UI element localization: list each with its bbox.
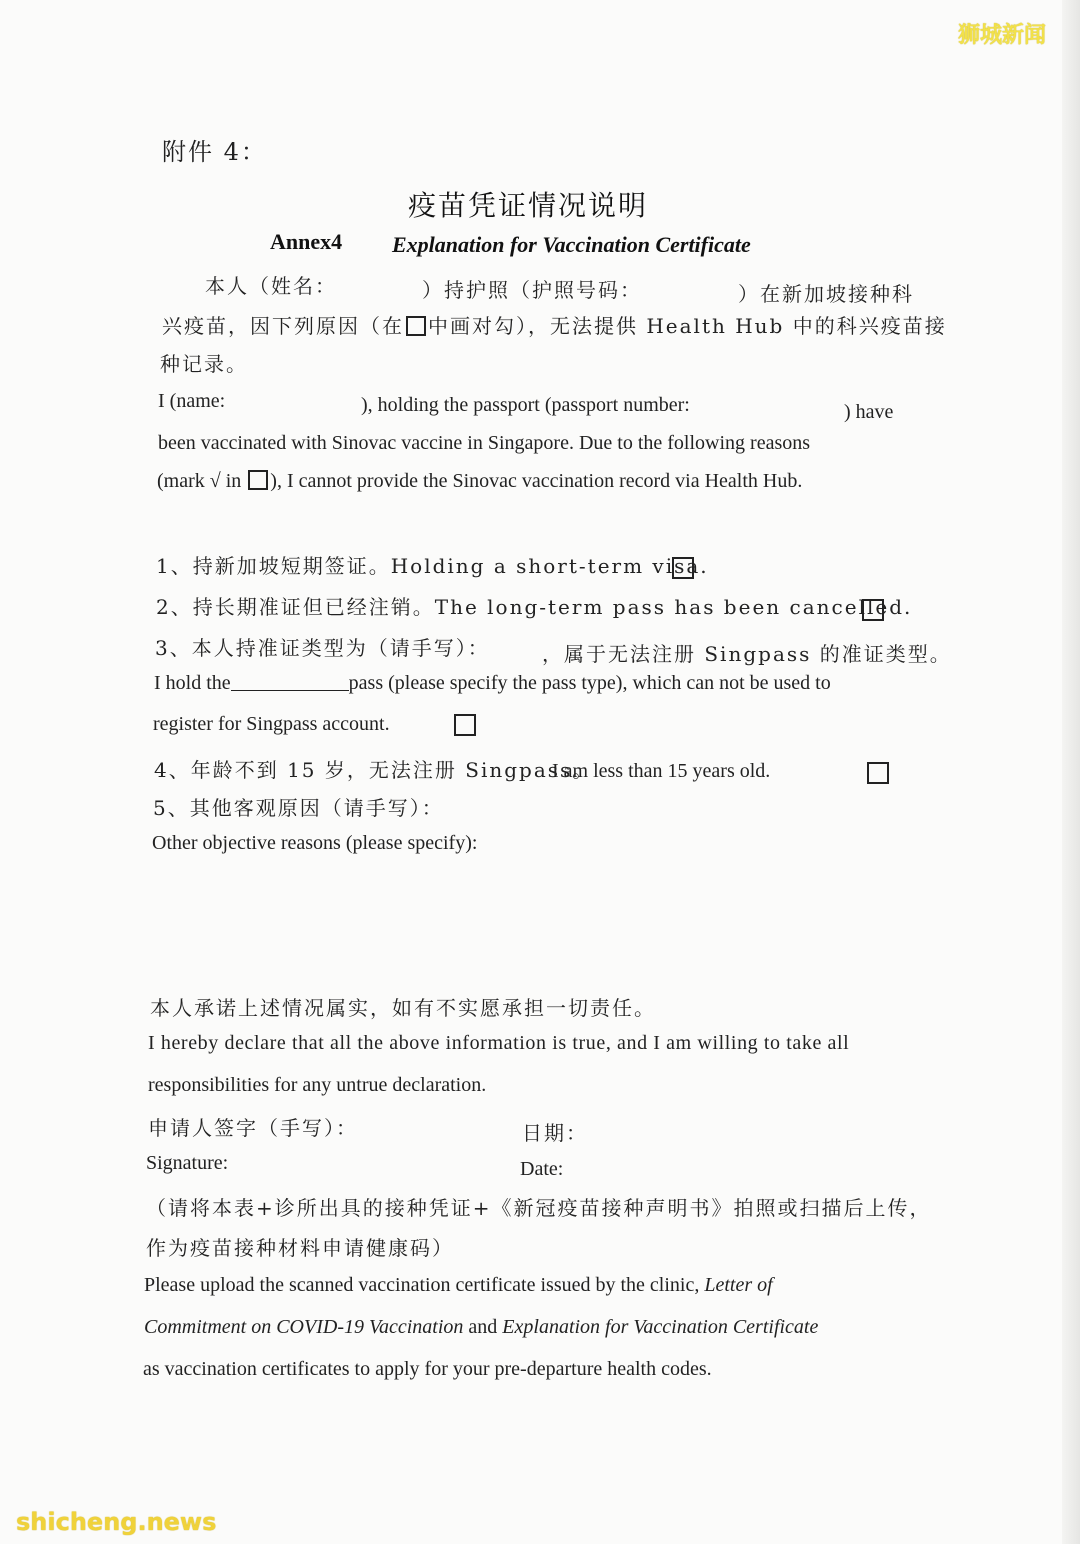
declaration-en-line1: I hereby declare that all the above information is true, and I am willing to take all [148, 1032, 850, 1054]
reason-5-label-en: Other objective reasons (please specify): [152, 832, 478, 854]
reason-4-label-en: I am less than 15 years old. [552, 760, 771, 782]
annex-number: Annex4 [270, 229, 343, 254]
intro-cn-line3: 种记录。 [160, 352, 248, 376]
page-title-cn: 疫苗凭证情况说明 [408, 189, 649, 222]
date-label-en: Date: [520, 1158, 564, 1180]
pass-type-blank[interactable] [231, 672, 349, 691]
reason-3-checkbox[interactable] [454, 714, 476, 736]
reason-3-label-cn-a: 3、本人持准证类型为（请手写）： [155, 636, 490, 660]
inline-checkbox-icon [406, 316, 426, 336]
page-title-en: Explanation for Vaccination Certificate [392, 232, 751, 257]
reason-4-checkbox[interactable] [867, 762, 889, 784]
reason-3-en-a: I hold the [154, 672, 231, 694]
intro-cn-line2-b: 中画对勾），无法提供 Health Hub 中的科兴疫苗接 [428, 314, 947, 338]
intro-en-line3 [157, 470, 802, 493]
upload-note-cn-line1: （请将本表+诊所出具的接种凭证+《新冠疫苗接种声明书》拍照或扫描后上传， [146, 1196, 932, 1220]
upload-note-en-2b: and [468, 1316, 498, 1338]
reason-1-label: 1、持新加坡短期签证。Holding a short-term visa. [156, 554, 709, 578]
reason-3-line-en [154, 672, 831, 695]
intro-cn-vaccinated: ）在新加坡接种科 [738, 282, 914, 306]
intro-cn-passport: ）持护照（护照号码： [422, 278, 642, 302]
page-edge-shadow [1062, 0, 1080, 1544]
declaration-cn: 本人承诺上述情况属实，如有不实愿承担一切责任。 [150, 996, 656, 1020]
reason-2-checkbox[interactable] [862, 599, 884, 621]
upload-note-cn-line2: 作为疫苗接种材料申请健康码） [146, 1236, 454, 1260]
intro-en-line3-a: (mark √ in [157, 470, 242, 492]
reason-3-label-cn-b: ，属于无法注册 Singpass 的准证类型。 [542, 642, 952, 666]
reason-2-label: 2、持长期准证但已经注销。The long-term pass has been cancelled. [156, 595, 913, 619]
upload-note-en-line2 [144, 1316, 818, 1339]
intro-cn-name: 本人（姓名： [205, 274, 337, 298]
intro-en-passport: ), holding the passport (passport number: [361, 394, 690, 416]
intro-en-have: ) have [844, 401, 894, 423]
inline-checkbox-icon [248, 470, 268, 490]
declaration-en-line2: responsibilities for any untrue declaration. [148, 1074, 487, 1096]
signature-label-en: Signature: [146, 1152, 229, 1174]
reason-4-label-cn: 4、年龄不到 15 岁，无法注册 Singpass。 [154, 758, 595, 782]
intro-en-name: I (name: [158, 390, 226, 412]
upload-note-en-2a: Commitment on COVID-19 Vaccination [144, 1316, 464, 1338]
intro-cn-line2-a: 兴疫苗，因下列原因（在 [162, 314, 404, 338]
reason-5-label-cn: 5、其他客观原因（请手写）： [153, 796, 444, 820]
watermark-bottom: shicheng.news [16, 1508, 217, 1536]
reason-3-en-c: register for Singpass account. [153, 713, 390, 735]
upload-note-en-line1 [144, 1274, 773, 1297]
upload-note-en-2c: Explanation for Vaccination Certificate [502, 1316, 819, 1338]
reason-3-en-b: pass (please specify the pass type), which can not be used to [348, 672, 831, 694]
reason-1-checkbox[interactable] [672, 557, 694, 579]
upload-note-en-line3: as vaccination certificates to apply for your pre-departure health codes. [143, 1358, 712, 1380]
annex-label: 附件 4： [162, 138, 267, 166]
signature-label-cn: 申请人签字（手写）： [148, 1116, 358, 1140]
watermark-top: 狮城新闻 [958, 23, 1047, 48]
intro-en-line2: been vaccinated with Sinovac vaccine in Singapore. Due to the following reasons [158, 432, 811, 454]
date-label-cn: 日期： [522, 1121, 588, 1145]
intro-cn-line2 [162, 310, 947, 339]
upload-note-en-1b: Letter of [704, 1274, 773, 1296]
upload-note-en-1a: Please upload the scanned vaccination certificate issued by the clinic, [144, 1274, 700, 1296]
intro-en-line3-b: ), I cannot provide the Sinovac vaccination record via Health Hub. [270, 470, 803, 492]
